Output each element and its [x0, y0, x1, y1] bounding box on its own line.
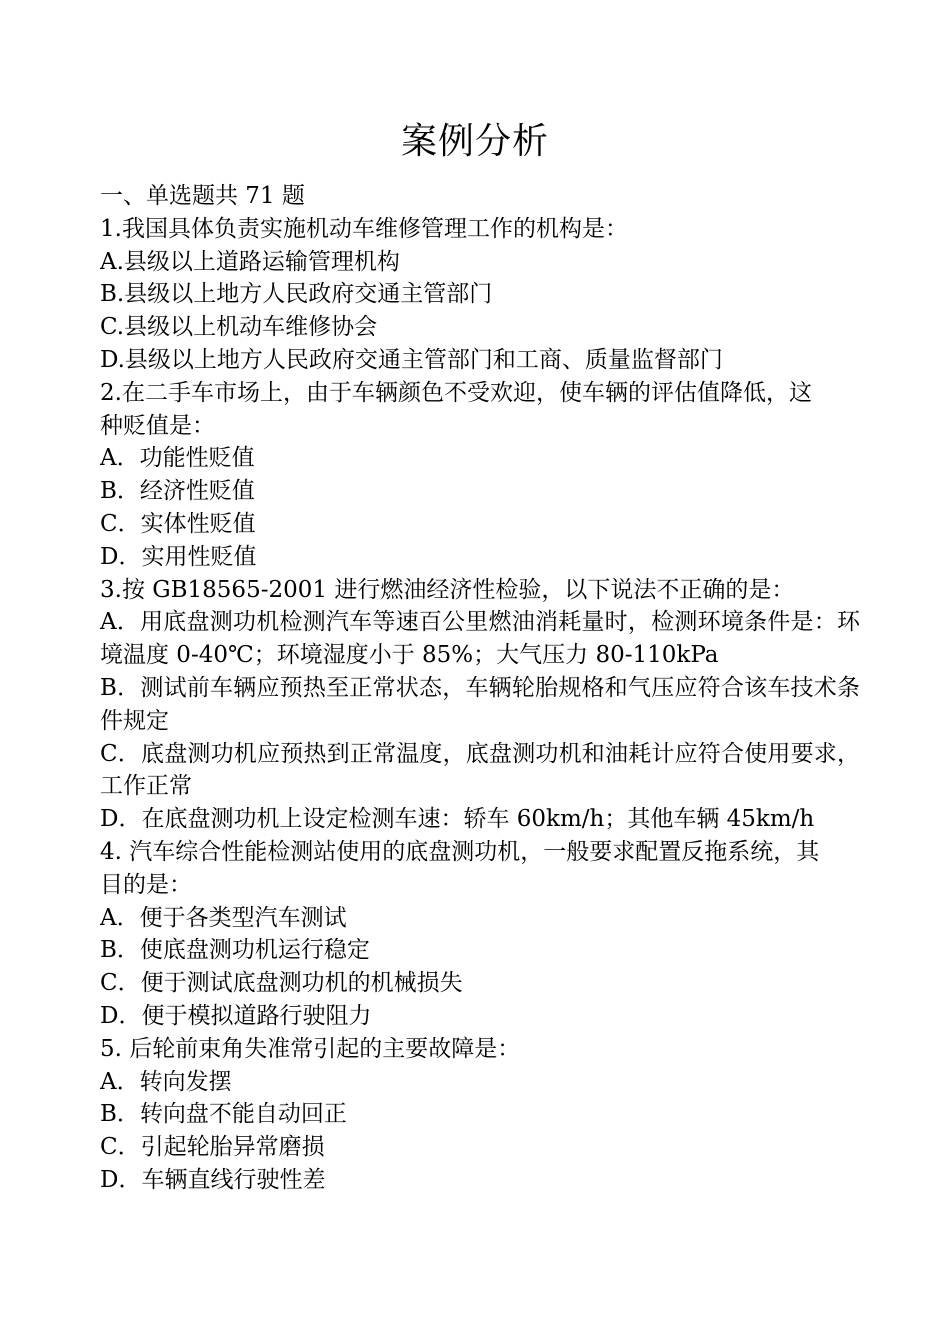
question-4-option-d: D．便于模拟道路行驶阻力	[100, 1002, 372, 1029]
question-1-option-c: C.县级以上机动车维修协会	[100, 314, 378, 341]
question-4-option-a: A．便于各类型汽车测试	[100, 904, 347, 931]
document-body	[100, 180, 860, 1197]
question-3	[100, 574, 860, 836]
question-3-option-d: D．在底盘测功机上设定检测车速：轿车 60km/h；其他车辆 45km/h	[100, 806, 815, 833]
question-1	[100, 213, 860, 377]
question-2-option-d: D．实用性贬值	[100, 543, 257, 570]
question-4-option-b: B．使底盘测功机运行稳定	[100, 937, 370, 964]
question-5-option-a: A．转向发摆	[100, 1068, 232, 1095]
question-5-option-d: D．车辆直线行驶性差	[100, 1166, 326, 1193]
question-5-option-b: B．转向盘不能自动回正	[100, 1101, 347, 1128]
question-2-stem: 2.在二手车市场上，由于车辆颜色不受欢迎，使车辆的评估值降低，这种贬值是：	[100, 379, 812, 439]
question-5-option-c: C．引起轮胎异常磨损	[100, 1134, 325, 1161]
question-1-option-a: A.县级以上道路运输管理机构	[100, 248, 400, 275]
question-5-stem: 5. 后轮前束角失准常引起的主要故障是：	[100, 1035, 521, 1062]
question-3-option-a: A．用底盘测功机检测汽车等速百公里燃油消耗量时，检测环境条件是：环境温度 0-40℃；环境湿度小于 85%；大气压力 80-110kPa	[100, 609, 860, 669]
question-4-option-c: C．便于测试底盘测功机的机械损失	[100, 970, 463, 997]
question-2-option-a: A．功能性贬值	[100, 445, 255, 472]
question-4	[100, 836, 860, 1033]
question-1-stem: 1.我国具体负责实施机动车维修管理工作的机构是：	[100, 215, 628, 242]
question-5	[100, 1033, 860, 1197]
question-2-option-b: B．经济性贬值	[100, 478, 255, 505]
question-3-option-b: B．测试前车辆应预热至正常状态，车辆轮胎规格和气压应符合该车技术条件规定	[100, 674, 860, 734]
page-title: 案例分析	[400, 121, 549, 162]
section-heading: 一、单选题共 71 题	[100, 183, 305, 209]
question-3-stem: 3.按 GB18565-2001 进行燃油经济性检验，以下说法不正确的是：	[100, 576, 795, 603]
question-3-option-c: C．底盘测功机应预热到正常温度，底盘测功机和油耗计应符合使用要求，工作正常	[100, 740, 860, 800]
question-4-stem: 4. 汽车综合性能检测站使用的底盘测功机，一般要求配置反拖系统，其目的是：	[100, 838, 820, 898]
question-1-option-d: D.县级以上地方人民政府交通主管部门和工商、质量监督部门	[100, 346, 723, 373]
question-1-option-b: B.县级以上地方人民政府交通主管部门	[100, 281, 493, 308]
question-2	[100, 377, 860, 574]
question-2-option-c: C．实体性贬值	[100, 510, 256, 537]
